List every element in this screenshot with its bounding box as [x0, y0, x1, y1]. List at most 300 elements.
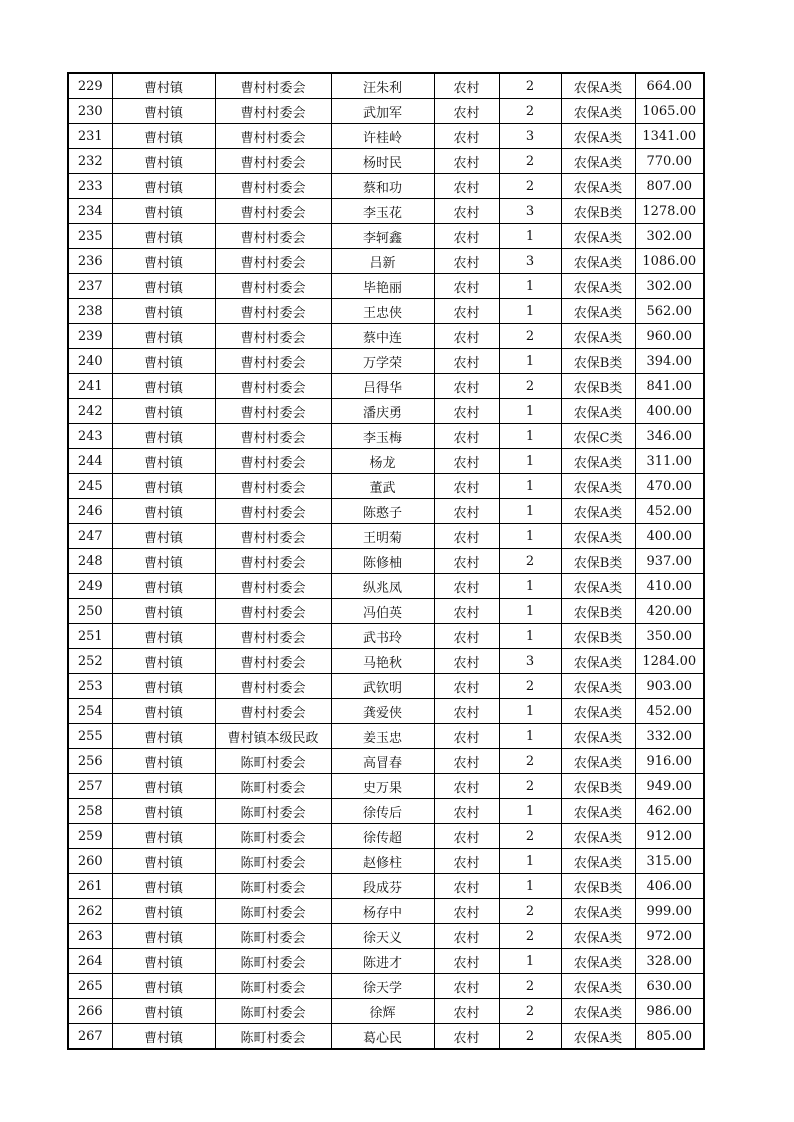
household-size-cell: 2	[499, 149, 561, 174]
person-name-cell: 姜玉忠	[331, 724, 434, 749]
household-size-cell: 2	[499, 73, 561, 99]
table-row	[68, 574, 704, 599]
household-type-cell: 农村	[434, 324, 499, 349]
household-size-cell: 2	[499, 774, 561, 799]
household-type-cell: 农村	[434, 899, 499, 924]
amount-cell: 986.00	[635, 999, 704, 1024]
insurance-category-cell: 农保A类	[561, 474, 635, 499]
village-committee-cell: 曹村村委会	[215, 99, 331, 124]
amount-cell: 1284.00	[635, 649, 704, 674]
person-name-cell: 李玉花	[331, 199, 434, 224]
household-type-cell: 农村	[434, 449, 499, 474]
town-cell: 曹村镇	[112, 174, 215, 199]
town-cell: 曹村镇	[112, 924, 215, 949]
table-row	[68, 73, 704, 99]
table-row	[68, 274, 704, 299]
village-committee-cell: 曹村村委会	[215, 324, 331, 349]
household-type-cell: 农村	[434, 649, 499, 674]
household-type-cell: 农村	[434, 674, 499, 699]
person-name-cell: 吕新	[331, 249, 434, 274]
table-row	[68, 1024, 704, 1050]
household-type-cell: 农村	[434, 799, 499, 824]
row-number-cell: 229	[68, 73, 112, 99]
household-type-cell: 农村	[434, 349, 499, 374]
town-cell: 曹村镇	[112, 999, 215, 1024]
town-cell: 曹村镇	[112, 274, 215, 299]
table-row	[68, 99, 704, 124]
amount-cell: 452.00	[635, 699, 704, 724]
row-number-cell: 248	[68, 549, 112, 574]
insurance-category-cell: 农保A类	[561, 249, 635, 274]
person-name-cell: 王忠侠	[331, 299, 434, 324]
person-name-cell: 潘庆勇	[331, 399, 434, 424]
insurance-category-cell: 农保A类	[561, 524, 635, 549]
table-row	[68, 749, 704, 774]
row-number-cell: 251	[68, 624, 112, 649]
table-row	[68, 549, 704, 574]
table-row	[68, 999, 704, 1024]
household-type-cell: 农村	[434, 149, 499, 174]
insurance-category-cell: 农保B类	[561, 199, 635, 224]
household-type-cell: 农村	[434, 849, 499, 874]
village-committee-cell: 陈町村委会	[215, 974, 331, 999]
insurance-category-cell: 农保A类	[561, 674, 635, 699]
amount-cell: 462.00	[635, 799, 704, 824]
amount-cell: 302.00	[635, 274, 704, 299]
row-number-cell: 263	[68, 924, 112, 949]
row-number-cell: 233	[68, 174, 112, 199]
household-type-cell: 农村	[434, 399, 499, 424]
town-cell: 曹村镇	[112, 749, 215, 774]
town-cell: 曹村镇	[112, 99, 215, 124]
row-number-cell: 241	[68, 374, 112, 399]
household-type-cell: 农村	[434, 974, 499, 999]
row-number-cell: 244	[68, 449, 112, 474]
amount-cell: 562.00	[635, 299, 704, 324]
amount-cell: 346.00	[635, 424, 704, 449]
insurance-category-cell: 农保A类	[561, 1024, 635, 1050]
village-committee-cell: 曹村村委会	[215, 699, 331, 724]
insurance-category-cell: 农保A类	[561, 974, 635, 999]
village-committee-cell: 曹村村委会	[215, 549, 331, 574]
household-size-cell: 3	[499, 124, 561, 149]
household-size-cell: 1	[499, 699, 561, 724]
insurance-category-cell: 农保A类	[561, 749, 635, 774]
table-row	[68, 374, 704, 399]
table-row	[68, 649, 704, 674]
person-name-cell: 龚爱侠	[331, 699, 434, 724]
amount-cell: 903.00	[635, 674, 704, 699]
household-size-cell: 1	[499, 424, 561, 449]
person-name-cell: 许桂岭	[331, 124, 434, 149]
household-type-cell: 农村	[434, 874, 499, 899]
household-size-cell: 3	[499, 199, 561, 224]
town-cell: 曹村镇	[112, 774, 215, 799]
person-name-cell: 武钦明	[331, 674, 434, 699]
village-committee-cell: 陈町村委会	[215, 774, 331, 799]
town-cell: 曹村镇	[112, 874, 215, 899]
household-type-cell: 农村	[434, 574, 499, 599]
person-name-cell: 徐传后	[331, 799, 434, 824]
household-size-cell: 2	[499, 749, 561, 774]
amount-cell: 302.00	[635, 224, 704, 249]
row-number-cell: 234	[68, 199, 112, 224]
insurance-category-cell: 农保B类	[561, 599, 635, 624]
person-name-cell: 蔡和功	[331, 174, 434, 199]
town-cell: 曹村镇	[112, 124, 215, 149]
household-size-cell: 1	[499, 299, 561, 324]
household-type-cell: 农村	[434, 374, 499, 399]
person-name-cell: 杨存中	[331, 899, 434, 924]
town-cell: 曹村镇	[112, 374, 215, 399]
insurance-category-cell: 农保A类	[561, 73, 635, 99]
village-committee-cell: 曹村村委会	[215, 674, 331, 699]
amount-cell: 328.00	[635, 949, 704, 974]
amount-cell: 332.00	[635, 724, 704, 749]
table-row	[68, 799, 704, 824]
person-name-cell: 徐辉	[331, 999, 434, 1024]
town-cell: 曹村镇	[112, 349, 215, 374]
row-number-cell: 237	[68, 274, 112, 299]
table-row	[68, 599, 704, 624]
town-cell: 曹村镇	[112, 824, 215, 849]
person-name-cell: 冯伯英	[331, 599, 434, 624]
town-cell: 曹村镇	[112, 499, 215, 524]
insurance-category-cell: 农保A类	[561, 899, 635, 924]
row-number-cell: 261	[68, 874, 112, 899]
person-name-cell: 武加军	[331, 99, 434, 124]
household-size-cell: 2	[499, 824, 561, 849]
insurance-category-cell: 农保A类	[561, 999, 635, 1024]
insurance-category-cell: 农保A类	[561, 824, 635, 849]
household-type-cell: 农村	[434, 749, 499, 774]
household-type-cell: 农村	[434, 1024, 499, 1050]
amount-cell: 452.00	[635, 499, 704, 524]
town-cell: 曹村镇	[112, 549, 215, 574]
insurance-category-cell: 农保B类	[561, 874, 635, 899]
person-name-cell: 徐天学	[331, 974, 434, 999]
amount-cell: 937.00	[635, 549, 704, 574]
insurance-category-cell: 农保B类	[561, 549, 635, 574]
household-type-cell: 农村	[434, 199, 499, 224]
row-number-cell: 235	[68, 224, 112, 249]
table-row	[68, 249, 704, 274]
row-number-cell: 238	[68, 299, 112, 324]
insurance-category-cell: 农保B类	[561, 624, 635, 649]
person-name-cell: 陈憨子	[331, 499, 434, 524]
household-type-cell: 农村	[434, 299, 499, 324]
amount-cell: 406.00	[635, 874, 704, 899]
village-committee-cell: 曹村村委会	[215, 73, 331, 99]
table-row	[68, 849, 704, 874]
row-number-cell: 264	[68, 949, 112, 974]
household-size-cell: 2	[499, 374, 561, 399]
row-number-cell: 260	[68, 849, 112, 874]
amount-cell: 315.00	[635, 849, 704, 874]
household-type-cell: 农村	[434, 824, 499, 849]
row-number-cell: 239	[68, 324, 112, 349]
village-committee-cell: 曹村村委会	[215, 174, 331, 199]
household-type-cell: 农村	[434, 624, 499, 649]
row-number-cell: 236	[68, 249, 112, 274]
insurance-category-cell: 农保B类	[561, 774, 635, 799]
household-type-cell: 农村	[434, 424, 499, 449]
table-row	[68, 299, 704, 324]
person-name-cell: 李玉梅	[331, 424, 434, 449]
household-size-cell: 3	[499, 649, 561, 674]
village-committee-cell: 曹村村委会	[215, 574, 331, 599]
amount-cell: 770.00	[635, 149, 704, 174]
village-committee-cell: 曹村村委会	[215, 124, 331, 149]
household-size-cell: 1	[499, 399, 561, 424]
town-cell: 曹村镇	[112, 649, 215, 674]
household-type-cell: 农村	[434, 924, 499, 949]
table-row	[68, 124, 704, 149]
village-committee-cell: 陈町村委会	[215, 874, 331, 899]
town-cell: 曹村镇	[112, 624, 215, 649]
row-number-cell: 246	[68, 499, 112, 524]
row-number-cell: 252	[68, 649, 112, 674]
village-committee-cell: 曹村村委会	[215, 474, 331, 499]
table-row	[68, 199, 704, 224]
village-committee-cell: 陈町村委会	[215, 1024, 331, 1050]
table-row	[68, 624, 704, 649]
amount-cell: 949.00	[635, 774, 704, 799]
table-row	[68, 149, 704, 174]
household-size-cell: 3	[499, 249, 561, 274]
amount-cell: 807.00	[635, 174, 704, 199]
household-size-cell: 1	[499, 224, 561, 249]
insurance-category-cell: 农保A类	[561, 649, 635, 674]
amount-cell: 470.00	[635, 474, 704, 499]
table-row	[68, 674, 704, 699]
insurance-category-cell: 农保A类	[561, 724, 635, 749]
town-cell: 曹村镇	[112, 449, 215, 474]
row-number-cell: 247	[68, 524, 112, 549]
village-committee-cell: 曹村村委会	[215, 449, 331, 474]
table-row	[68, 174, 704, 199]
village-committee-cell: 曹村村委会	[215, 249, 331, 274]
village-committee-cell: 陈町村委会	[215, 899, 331, 924]
town-cell: 曹村镇	[112, 424, 215, 449]
row-number-cell: 245	[68, 474, 112, 499]
village-committee-cell: 曹村村委会	[215, 274, 331, 299]
amount-cell: 960.00	[635, 324, 704, 349]
household-size-cell: 1	[499, 349, 561, 374]
household-size-cell: 1	[499, 499, 561, 524]
table-row	[68, 774, 704, 799]
household-size-cell: 2	[499, 549, 561, 574]
table-row	[68, 324, 704, 349]
insurance-category-cell: 农保A类	[561, 274, 635, 299]
person-name-cell: 陈修柚	[331, 549, 434, 574]
table-row	[68, 824, 704, 849]
row-number-cell: 249	[68, 574, 112, 599]
person-name-cell: 马艳秋	[331, 649, 434, 674]
household-size-cell: 2	[499, 924, 561, 949]
amount-cell: 630.00	[635, 974, 704, 999]
village-committee-cell: 曹村村委会	[215, 649, 331, 674]
row-number-cell: 242	[68, 399, 112, 424]
village-committee-cell: 曹村村委会	[215, 299, 331, 324]
town-cell: 曹村镇	[112, 324, 215, 349]
village-committee-cell: 曹村村委会	[215, 499, 331, 524]
village-committee-cell: 曹村村委会	[215, 374, 331, 399]
person-name-cell: 段成芬	[331, 874, 434, 899]
village-committee-cell: 曹村村委会	[215, 224, 331, 249]
table-row	[68, 349, 704, 374]
town-cell: 曹村镇	[112, 149, 215, 174]
village-committee-cell: 曹村镇本级民政	[215, 724, 331, 749]
town-cell: 曹村镇	[112, 224, 215, 249]
household-type-cell: 农村	[434, 774, 499, 799]
household-size-cell: 2	[499, 899, 561, 924]
row-number-cell: 240	[68, 349, 112, 374]
household-type-cell: 农村	[434, 249, 499, 274]
person-name-cell: 纵兆凤	[331, 574, 434, 599]
household-size-cell: 2	[499, 324, 561, 349]
insurance-category-cell: 农保A类	[561, 924, 635, 949]
amount-cell: 400.00	[635, 524, 704, 549]
table-row	[68, 399, 704, 424]
household-size-cell: 2	[499, 99, 561, 124]
village-committee-cell: 陈町村委会	[215, 749, 331, 774]
person-name-cell: 李轲鑫	[331, 224, 434, 249]
household-type-cell: 农村	[434, 474, 499, 499]
row-number-cell: 231	[68, 124, 112, 149]
insurance-category-cell: 农保A类	[561, 699, 635, 724]
town-cell: 曹村镇	[112, 574, 215, 599]
person-name-cell: 葛心民	[331, 1024, 434, 1050]
person-name-cell: 汪朱利	[331, 73, 434, 99]
table-row	[68, 499, 704, 524]
amount-cell: 394.00	[635, 349, 704, 374]
village-committee-cell: 曹村村委会	[215, 199, 331, 224]
insurance-category-cell: 农保A类	[561, 124, 635, 149]
table-row	[68, 699, 704, 724]
amount-cell: 912.00	[635, 824, 704, 849]
row-number-cell: 243	[68, 424, 112, 449]
person-name-cell: 董武	[331, 474, 434, 499]
village-committee-cell: 陈町村委会	[215, 949, 331, 974]
amount-cell: 400.00	[635, 399, 704, 424]
row-number-cell: 256	[68, 749, 112, 774]
insurance-category-cell: 农保A类	[561, 449, 635, 474]
household-size-cell: 2	[499, 674, 561, 699]
village-committee-cell: 曹村村委会	[215, 424, 331, 449]
household-type-cell: 农村	[434, 224, 499, 249]
row-number-cell: 265	[68, 974, 112, 999]
household-size-cell: 1	[499, 874, 561, 899]
table-row	[68, 524, 704, 549]
amount-cell: 916.00	[635, 749, 704, 774]
row-number-cell: 255	[68, 724, 112, 749]
table-row	[68, 424, 704, 449]
insurance-category-cell: 农保A类	[561, 174, 635, 199]
household-size-cell: 2	[499, 999, 561, 1024]
table-row	[68, 949, 704, 974]
amount-cell: 1086.00	[635, 249, 704, 274]
amount-cell: 972.00	[635, 924, 704, 949]
row-number-cell: 250	[68, 599, 112, 624]
amount-cell: 1278.00	[635, 199, 704, 224]
insurance-category-cell: 农保A类	[561, 849, 635, 874]
table-row	[68, 224, 704, 249]
table-row	[68, 449, 704, 474]
insurance-category-cell: 农保A类	[561, 299, 635, 324]
village-committee-cell: 陈町村委会	[215, 924, 331, 949]
insurance-category-cell: 农保B类	[561, 349, 635, 374]
amount-cell: 805.00	[635, 1024, 704, 1050]
village-committee-cell: 曹村村委会	[215, 399, 331, 424]
person-name-cell: 徐传超	[331, 824, 434, 849]
amount-cell: 1065.00	[635, 99, 704, 124]
town-cell: 曹村镇	[112, 199, 215, 224]
amount-cell: 350.00	[635, 624, 704, 649]
town-cell: 曹村镇	[112, 699, 215, 724]
household-size-cell: 1	[499, 849, 561, 874]
insurance-category-cell: 农保A类	[561, 224, 635, 249]
table-row	[68, 474, 704, 499]
insurance-category-cell: 农保A类	[561, 324, 635, 349]
row-number-cell: 262	[68, 899, 112, 924]
household-size-cell: 1	[499, 599, 561, 624]
table-body	[68, 73, 704, 1049]
town-cell: 曹村镇	[112, 799, 215, 824]
insurance-category-cell: 农保B类	[561, 374, 635, 399]
row-number-cell: 258	[68, 799, 112, 824]
village-committee-cell: 陈町村委会	[215, 999, 331, 1024]
town-cell: 曹村镇	[112, 949, 215, 974]
household-type-cell: 农村	[434, 724, 499, 749]
table-row	[68, 899, 704, 924]
person-name-cell: 杨时民	[331, 149, 434, 174]
household-size-cell: 1	[499, 799, 561, 824]
town-cell: 曹村镇	[112, 524, 215, 549]
amount-cell: 311.00	[635, 449, 704, 474]
village-committee-cell: 曹村村委会	[215, 349, 331, 374]
town-cell: 曹村镇	[112, 849, 215, 874]
town-cell: 曹村镇	[112, 474, 215, 499]
row-number-cell: 230	[68, 99, 112, 124]
table-row	[68, 974, 704, 999]
town-cell: 曹村镇	[112, 249, 215, 274]
household-size-cell: 1	[499, 524, 561, 549]
row-number-cell: 254	[68, 699, 112, 724]
household-size-cell: 2	[499, 174, 561, 199]
insurance-category-cell: 农保C类	[561, 424, 635, 449]
town-cell: 曹村镇	[112, 674, 215, 699]
table-row	[68, 924, 704, 949]
household-type-cell: 农村	[434, 699, 499, 724]
person-name-cell: 高冒春	[331, 749, 434, 774]
town-cell: 曹村镇	[112, 724, 215, 749]
insurance-category-cell: 农保A类	[561, 574, 635, 599]
insurance-category-cell: 农保A类	[561, 499, 635, 524]
household-type-cell: 农村	[434, 274, 499, 299]
person-name-cell: 武书玲	[331, 624, 434, 649]
household-type-cell: 农村	[434, 73, 499, 99]
person-name-cell: 史万果	[331, 774, 434, 799]
village-committee-cell: 曹村村委会	[215, 524, 331, 549]
household-type-cell: 农村	[434, 499, 499, 524]
town-cell: 曹村镇	[112, 399, 215, 424]
village-committee-cell: 陈町村委会	[215, 849, 331, 874]
person-name-cell: 蔡中连	[331, 324, 434, 349]
household-type-cell: 农村	[434, 599, 499, 624]
household-type-cell: 农村	[434, 949, 499, 974]
amount-cell: 420.00	[635, 599, 704, 624]
